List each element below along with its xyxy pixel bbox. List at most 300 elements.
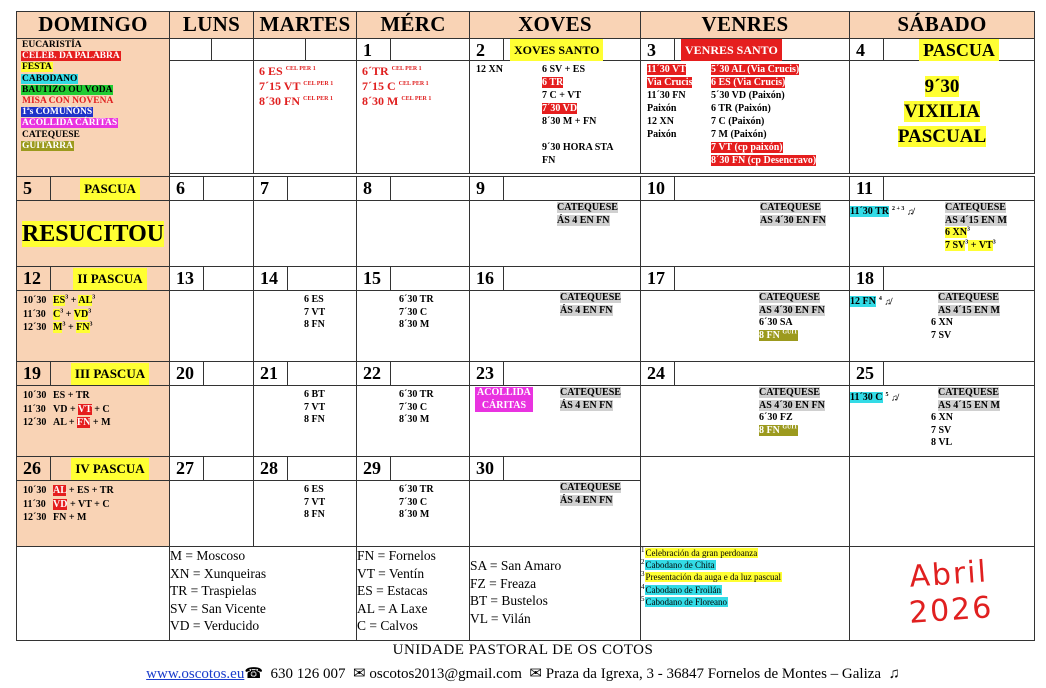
- sunday-parish: + M: [90, 417, 111, 428]
- mass-line-text: 8´30 M: [399, 319, 430, 330]
- handwritten-month: Abril 2026: [907, 554, 995, 631]
- fri-line: [759, 305, 849, 318]
- day-28: 28 6 ES 7 VT 8 FN: [254, 457, 357, 547]
- sat-line: [931, 425, 1000, 438]
- sunday-parish: AL: [53, 485, 67, 496]
- sat-line: [938, 292, 1000, 305]
- sunday-time: 10´30: [23, 485, 47, 496]
- day-label-xoves-santo: XOVES SANTO: [510, 39, 603, 61]
- key-entry: XN = Xunqueiras: [170, 565, 267, 581]
- day-11: 11 11´30 TR $^{2 + 3}$ ♫̸ CATEQUESE AS 4´15 EN M 6 $XN^3$ 7 $SV^3 + VT^3$: [850, 177, 1035, 267]
- catequese: [560, 292, 640, 305]
- key-entry: TR = Traspielas: [170, 583, 257, 599]
- mass-line-text: 8 FN: [304, 414, 325, 425]
- key-entry: SV = San Vicente: [170, 600, 266, 616]
- legend-label: GUITARRA: [22, 140, 74, 151]
- fri3-right-text: 7 C (Paixón): [711, 116, 765, 127]
- mass-line: [399, 307, 469, 320]
- thu2-line: [542, 102, 614, 115]
- fri3-right-text: 8´30 FN (cp Desencravo): [711, 155, 817, 166]
- sunday-time: 10´30: [23, 295, 47, 306]
- key-entry: ES = Estacas: [357, 583, 428, 599]
- website-link[interactable]: www.oscotos.eu: [146, 666, 245, 682]
- sunday-parish: ES: [53, 295, 66, 306]
- cabodano-11: 11´30 TR: [850, 206, 889, 218]
- catequese-text: CATEQUESE: [938, 387, 999, 398]
- mass-xn: 6 XN: [945, 227, 967, 238]
- thu2-line-text: 7 C + VT: [542, 90, 582, 101]
- note-text: Celebración da gran perdoanza: [645, 548, 758, 558]
- sat-line: [931, 330, 1000, 343]
- sunday-parish: VD: [53, 498, 68, 510]
- mass-line: [259, 64, 351, 79]
- mass-line: [304, 319, 356, 332]
- day-26: 26 IV PASCUA 10´30 AL + ES + TR 11´30 VD + VT + C 12´30 FN + M: [17, 457, 170, 547]
- legend-label: MISA CON NOVENA: [22, 96, 114, 107]
- sunday-parish: C: [53, 308, 61, 320]
- day-label-iii-pascua: III PASCUA: [71, 363, 149, 385]
- sunday-mass: [23, 416, 169, 430]
- mass-line: [945, 240, 1007, 253]
- mass-line-text: 8 FN: [304, 509, 325, 520]
- mass-line-text: 7 VT: [304, 401, 326, 413]
- day-label-pascua: PASCUA: [919, 39, 999, 61]
- parish-key-2: [357, 547, 470, 641]
- sunday-mass: [23, 389, 169, 403]
- mass-line: [945, 227, 1007, 240]
- sup: 3: [88, 308, 92, 315]
- thu2-line-text: [542, 129, 545, 140]
- legend-label: EUCARISTÍA: [22, 40, 82, 50]
- catequese: [560, 400, 621, 413]
- sunday-mass: [23, 403, 169, 417]
- day-17: 17 CATEQUESE AS 4´30 EN FN 6´30 SA 8 FN $^{GUIT}$: [641, 267, 850, 362]
- note-number: 5: [641, 594, 645, 603]
- parish-key-1: [170, 547, 357, 641]
- fri3-right-text: 6 ES (Via Crucis): [711, 77, 786, 88]
- mass-vt: VT: [978, 239, 993, 251]
- legend-item: [19, 118, 169, 129]
- legend-label: ACOLLIDA CÁRITAS: [22, 118, 118, 129]
- acollida-caritas: [477, 387, 531, 400]
- fri-line: [759, 425, 849, 438]
- sunday-parish: VD: [73, 308, 89, 320]
- mass-note: CEL PER 1: [398, 81, 429, 87]
- fri3-left-text: 11´30 FN: [647, 90, 686, 101]
- key-entry: C = Calvos: [357, 618, 418, 634]
- thu2-line-text: 7´30 VD: [542, 103, 578, 114]
- day-empty-sat-5: [850, 457, 1035, 547]
- header-friday: VENRES: [641, 12, 850, 39]
- fri-line: [759, 317, 849, 330]
- sunday-time: 12´30: [23, 417, 47, 428]
- mass-time: 7´15 VT: [259, 79, 304, 93]
- legend-item: [19, 96, 169, 107]
- sunday-time: 10´30: [23, 390, 47, 401]
- day-2: 2 XOVES SANTO 12 XN 6 SV + ES 6 TR 7 C + VT 7´30 VD 8´30 M + FN 9´30 HORA STA FN: [470, 39, 641, 174]
- day-label-venres-santo: VENRES SANTO: [681, 39, 782, 61]
- day-15: 15 6´30 TR 7´30 C 8´30 M: [357, 267, 470, 362]
- legend-cell: [17, 39, 170, 177]
- mass-line: [362, 94, 464, 109]
- catequese-text: CATEQUESE: [560, 482, 621, 493]
- catequese-text: AS 4´30 EN FN: [759, 399, 825, 411]
- note-number: 1: [641, 546, 645, 554]
- week-5: [17, 457, 1035, 547]
- mass-note: CEL PER 1: [303, 81, 334, 87]
- day-8: 8: [357, 177, 470, 267]
- weekday-header-row: [17, 12, 1035, 39]
- sup: 3: [62, 321, 66, 328]
- day-20: 20: [170, 362, 254, 457]
- fri3-right-text: 5´30 VD (Paixón): [711, 90, 785, 101]
- acollida-caritas: [477, 400, 531, 413]
- thu2-line: [542, 76, 614, 89]
- fri3-left: [647, 63, 692, 76]
- email-icon: ✉: [353, 666, 366, 682]
- mass-time: 7´15 C: [362, 79, 399, 93]
- vixilia-text: VIXILIA: [903, 101, 981, 122]
- catequese-text: CATEQUESE: [560, 387, 621, 398]
- legend-item: [19, 62, 169, 73]
- catequese-text: ÁS 4 EN FN: [560, 304, 613, 316]
- mass-note: CEL PER 1: [303, 96, 334, 102]
- header-tuesday: MARTES: [254, 12, 357, 39]
- mass-time: 6´TR: [362, 64, 392, 78]
- key-empty: [17, 547, 170, 641]
- mass-line: [362, 79, 464, 94]
- fri3-right: [711, 89, 816, 102]
- sup: 3: [966, 226, 970, 233]
- thu2-line: [542, 154, 614, 167]
- thu2-line: [542, 89, 614, 102]
- sat-line: [931, 437, 1000, 450]
- fri3-right: [711, 102, 816, 115]
- thu2-line-text: 8´30 M + FN: [542, 116, 597, 127]
- catequese-text: ÁS 4 EN FN: [560, 399, 613, 411]
- day-1: 1 6´TR $^{CEL PER 1}$ 7´15 C $^{CEL PER 1}$ 8´30 M $^{CEL PER 1}$: [357, 39, 470, 174]
- mass-line: [304, 509, 356, 522]
- catequese: [945, 202, 1007, 215]
- phone-number: 630 126 007: [270, 666, 346, 682]
- fri-line: [759, 330, 849, 343]
- vixilia-text: 9´30: [924, 76, 960, 97]
- sunday-time: 12´30: [23, 322, 47, 333]
- mass-line-text: 6 BT: [304, 389, 325, 400]
- sat-line: [938, 305, 1000, 318]
- key-entry: VT = Ventín: [357, 565, 425, 581]
- mass-time: 8´30 M: [362, 94, 402, 108]
- note-text: Cabodano de Chita: [645, 560, 715, 571]
- day-9: 9 CATEQUESE ÁS 4 EN FN: [470, 177, 641, 267]
- sup: 3: [65, 294, 69, 301]
- mass-text: 6´30 FZ: [759, 412, 793, 423]
- note-entry: [641, 584, 849, 596]
- vixilia-line: [850, 125, 1034, 150]
- guitarra-text: 8 FN $^{GUIT}$: [759, 329, 798, 341]
- sunday-mass: [23, 498, 169, 512]
- day-3: 3 VENRES SANTO 11´30 VT Via Crucis 11´30 FN Paixón 12 XN Paixón 5´30 AL (Via Crucis) 6 ES (Via Crucis) 5´30 VD (Paixón) 6 TR (Paixón) 7 C (Paixón) 7 M (Paixón) 7 VT (cp paixón) 8´30 FN (cp Desencravo): [641, 39, 850, 174]
- header-monday: LUNS: [170, 12, 254, 39]
- fri3-left-text: Via Crucis: [647, 77, 693, 88]
- mass-text: 8 VL: [931, 437, 953, 448]
- note-entry: [641, 596, 849, 608]
- thu2-left: 12 XN: [476, 64, 503, 75]
- catequese: [557, 215, 640, 228]
- header-saturday: SÁBADO: [850, 12, 1035, 39]
- catequese-text: CATEQUESE: [560, 292, 621, 303]
- mass-note: CEL PER 1: [401, 96, 432, 102]
- catequese-text: AS 4´15 EN M: [938, 399, 1000, 411]
- legend-item: [19, 141, 169, 152]
- note-entry: [641, 547, 849, 559]
- sup: 3: [92, 294, 96, 301]
- fri-line: [759, 400, 849, 413]
- sup: 3: [992, 239, 996, 246]
- sunday-mass: [23, 308, 169, 322]
- sunday-parish: + ES + TR: [66, 485, 114, 496]
- note-number: 2: [641, 558, 645, 567]
- catequese: [560, 305, 640, 318]
- mass-time: 8´30 FN: [259, 94, 303, 108]
- catequese-text: ÁS 4 EN FN: [557, 214, 610, 226]
- sup: 3: [60, 308, 64, 315]
- plus: +: [968, 239, 979, 251]
- fri3-left-text: 11´30 VT: [647, 64, 686, 75]
- mass-line-text: 6 ES: [304, 294, 324, 305]
- sunday-parish: VD +: [53, 403, 78, 415]
- day-14: 14 6 ES 7 VT 8 FN: [254, 267, 357, 362]
- guitarra-text: 8 FN $^{GUIT}$: [759, 424, 798, 436]
- thu2-line: [542, 141, 614, 154]
- notes-list: [641, 547, 850, 641]
- catequese-text: CATEQUESE: [938, 292, 999, 303]
- thu2-line-text: 6 TR: [542, 77, 564, 88]
- fri-line: [759, 412, 849, 425]
- mass-line: [304, 307, 356, 320]
- thu2-line-text: 9´30 HORA STA: [542, 142, 614, 153]
- catequese: [560, 495, 640, 508]
- catequese-text: AS 4´30 EN FN: [759, 304, 825, 316]
- thu2-line-text: 6 SV + ES: [542, 64, 586, 75]
- mass-line: [304, 497, 356, 510]
- fri3-left-text: Paixón: [647, 103, 677, 114]
- cabodano-25: 11´30 C: [850, 392, 883, 404]
- mass-text: 6 XN: [931, 317, 953, 328]
- day-label-pascua-5: PASCUA: [80, 178, 140, 200]
- sunday-parish: AL: [78, 295, 93, 306]
- mass-line: [399, 319, 469, 332]
- mass-line-text: 7´30 C: [399, 306, 428, 318]
- fri3-left-text: Paixón: [647, 129, 677, 140]
- catequese: [560, 387, 621, 400]
- sat-line: [938, 400, 1000, 413]
- cabodano-18: 12 FN: [850, 296, 876, 308]
- key-entry: VL = Vilán: [470, 610, 531, 626]
- mass-line-text: 6´30 TR: [399, 484, 434, 495]
- mass-text: 7 SV: [931, 424, 952, 436]
- sunday-mass: [23, 484, 169, 498]
- sunday-mass: [23, 294, 169, 308]
- mass-line: [399, 402, 469, 415]
- mass-line: [399, 509, 469, 522]
- note-text: Cabodano de Froilán: [645, 584, 721, 595]
- vixilia-line: [850, 75, 1034, 100]
- note-text: Presentación da auga e da luz pascual: [645, 572, 781, 583]
- phone-icon: ☎: [244, 666, 264, 682]
- mass-line-text: 8´30 M: [399, 414, 430, 425]
- catequese-text: CATEQUESE: [557, 202, 618, 213]
- mass-line: [304, 294, 356, 307]
- thu2-line: [542, 115, 614, 128]
- fri3-left-text: 12 XN: [647, 116, 674, 127]
- mass-line: [259, 94, 351, 109]
- legend-label: CELEB. DA PALABRA: [22, 51, 120, 62]
- mass-line: [304, 484, 356, 497]
- note-entry: [641, 559, 849, 571]
- legend-item: [19, 74, 169, 85]
- catequese-text: AS 4´15 EN M: [938, 304, 1000, 316]
- day-23: 23 ACOLLIDA CÁRITAS CATEQUESE ÁS 4 EN FN: [470, 362, 641, 457]
- sunday-parish: VT: [77, 403, 92, 415]
- day-label-iv-pascua: IV PASCUA: [71, 458, 148, 480]
- thu2-line: [542, 63, 614, 76]
- key-entry: BT = Bustelos: [470, 593, 548, 609]
- legend-label: FESTA: [22, 62, 52, 73]
- mass-line: [399, 414, 469, 427]
- day-22: 22 6´30 TR 7´30 C 8´30 M: [357, 362, 470, 457]
- day-4: 4 PASCUA 9´30 VIXILIA PASCUAL: [850, 39, 1035, 174]
- sunday-parish: FN + M: [53, 512, 87, 523]
- legend-item: [19, 51, 169, 62]
- day-25: 25 11´30 C $^5$ ♫̸ CATEQUESE AS 4´15 EN M 6 XN 7 SV 8 VL: [850, 362, 1035, 457]
- sunday-time: 11´30: [23, 403, 46, 415]
- resucitou-label: RESUCITOU: [21, 221, 165, 247]
- key-entry: SA = San Amaro: [470, 558, 562, 573]
- mass-time: 6 ES: [259, 64, 286, 78]
- mass-line-text: 6 ES: [304, 484, 324, 495]
- fri3-left: [647, 102, 692, 115]
- legend-label: CABODANO: [22, 73, 78, 84]
- sat-line: [931, 317, 1000, 330]
- legend-label: 1ªs COMUÑÓNS: [22, 107, 93, 118]
- fri3-right: [711, 128, 816, 141]
- mass-line-text: 7 VT: [304, 496, 326, 508]
- header-wednesday: MÉRC: [357, 12, 470, 39]
- note-text: Cabodano de Floreano: [645, 596, 727, 607]
- catequese: [945, 215, 1007, 228]
- catequese-text: CATEQUESE: [759, 292, 820, 303]
- key-row: [17, 547, 1035, 641]
- legend-item: [19, 40, 169, 51]
- fri3-right: [711, 141, 816, 154]
- week-4: [17, 362, 1035, 457]
- mass-text: 6´30 SA: [759, 317, 793, 328]
- music-icon: ♫: [888, 666, 900, 682]
- header-sunday: DOMINGO: [17, 12, 170, 39]
- day-18: 18 12 FN $^4$ ♫̸ CATEQUESE AS 4´15 EN M 6 XN 7 SV: [850, 267, 1035, 362]
- day-empty-mon-1: [170, 39, 254, 174]
- email-address: oscotos2013@gmail.com: [369, 666, 522, 682]
- footer-contact: [0, 664, 1046, 683]
- sunday-parish: AL +: [53, 417, 78, 428]
- day-10: 10 CATEQUESE AS 4´30 EN FN: [641, 177, 850, 267]
- mass-line: [399, 294, 469, 307]
- sunday-parish: + C: [91, 403, 110, 415]
- fri-line: [759, 292, 849, 305]
- mass-line: [362, 64, 464, 79]
- key-entry: M = Moscoso: [170, 548, 246, 563]
- day-6: 6: [170, 177, 254, 267]
- mass-line-text: 6´30 TR: [399, 389, 434, 400]
- day-30: 30 CATEQUESE ÁS 4 EN FN: [470, 457, 641, 547]
- sup: GUIT: [782, 329, 798, 336]
- fri3-right: [711, 63, 816, 76]
- mass-note: CEL PER 1: [285, 66, 316, 72]
- sup: 3: [965, 239, 969, 246]
- vixilia-line: [850, 100, 1034, 125]
- mass-line: [304, 414, 356, 427]
- fri3-right-text: 6 TR (Paixón): [711, 103, 771, 114]
- day-7: 7: [254, 177, 357, 267]
- week-2: [17, 177, 1035, 267]
- fri-line: [759, 387, 849, 400]
- sunday-parish: +: [65, 322, 77, 333]
- note-number: 4: [641, 582, 645, 591]
- catequese-text: AS 4´30 EN FN: [760, 214, 826, 226]
- fri3-right: [711, 115, 816, 128]
- mass-line-text: 6´30 TR: [399, 294, 434, 305]
- sunday-parish: ES + TR: [53, 390, 90, 401]
- vixilia-text: PASCUAL: [897, 126, 987, 147]
- day-19: 19 III PASCUA 10´30 ES + TR 11´30 VD + VT + C 12´30 AL + FN + M: [17, 362, 170, 457]
- sat-line: [931, 412, 1000, 425]
- day-27: 27: [170, 457, 254, 547]
- fri3-left: [647, 128, 692, 141]
- day-label-ii-pascua: II PASCUA: [73, 268, 146, 290]
- sat-line: [938, 387, 1000, 400]
- catequese-text: CATEQUESE: [759, 387, 820, 398]
- day-29: 29 6´30 TR 7´30 C 8´30 M: [357, 457, 470, 547]
- footer-title: UNIDADE PASTORAL DE OS COTOS: [392, 642, 654, 658]
- day-13: 13: [170, 267, 254, 362]
- mass-text: 6 XN: [931, 412, 953, 423]
- acollida-caritas-text: ACOLLIDA: [477, 387, 531, 398]
- day-empty-fri-5: [641, 457, 850, 547]
- key-entry: VD = Verducido: [170, 618, 260, 634]
- catequese: [557, 202, 640, 215]
- fri3-right-text: 7 VT (cp paixón): [711, 142, 783, 153]
- sunday-time: 11´30: [23, 498, 46, 510]
- legend-label: CATEQUESE: [22, 129, 80, 140]
- address-icon: ✉: [529, 666, 542, 682]
- sup: 3: [89, 321, 93, 328]
- mass-line: [399, 484, 469, 497]
- sunday-mass: [23, 321, 169, 335]
- catequese-text: ÁS 4 EN FN: [560, 494, 613, 506]
- sunday-parish: FN: [76, 322, 90, 333]
- mass-note: CEL PER 1: [391, 66, 422, 72]
- mass-text: 7 SV: [931, 329, 952, 341]
- address: Praza da Igrexa, 3 - 36847 Fornelos de Montes – Galiza: [545, 666, 882, 682]
- catequese: [560, 482, 640, 495]
- catequese: [760, 215, 849, 228]
- sunday-parish: +: [63, 308, 74, 320]
- fri3-right-text: 7 M (Paixón): [711, 129, 767, 140]
- sunday-parish: + VT + C: [67, 498, 110, 510]
- sunday-time: 12´30: [23, 512, 47, 523]
- day-24: 24 CATEQUESE AS 4´30 EN FN 6´30 FZ 8 FN $^{GUIT}$: [641, 362, 850, 457]
